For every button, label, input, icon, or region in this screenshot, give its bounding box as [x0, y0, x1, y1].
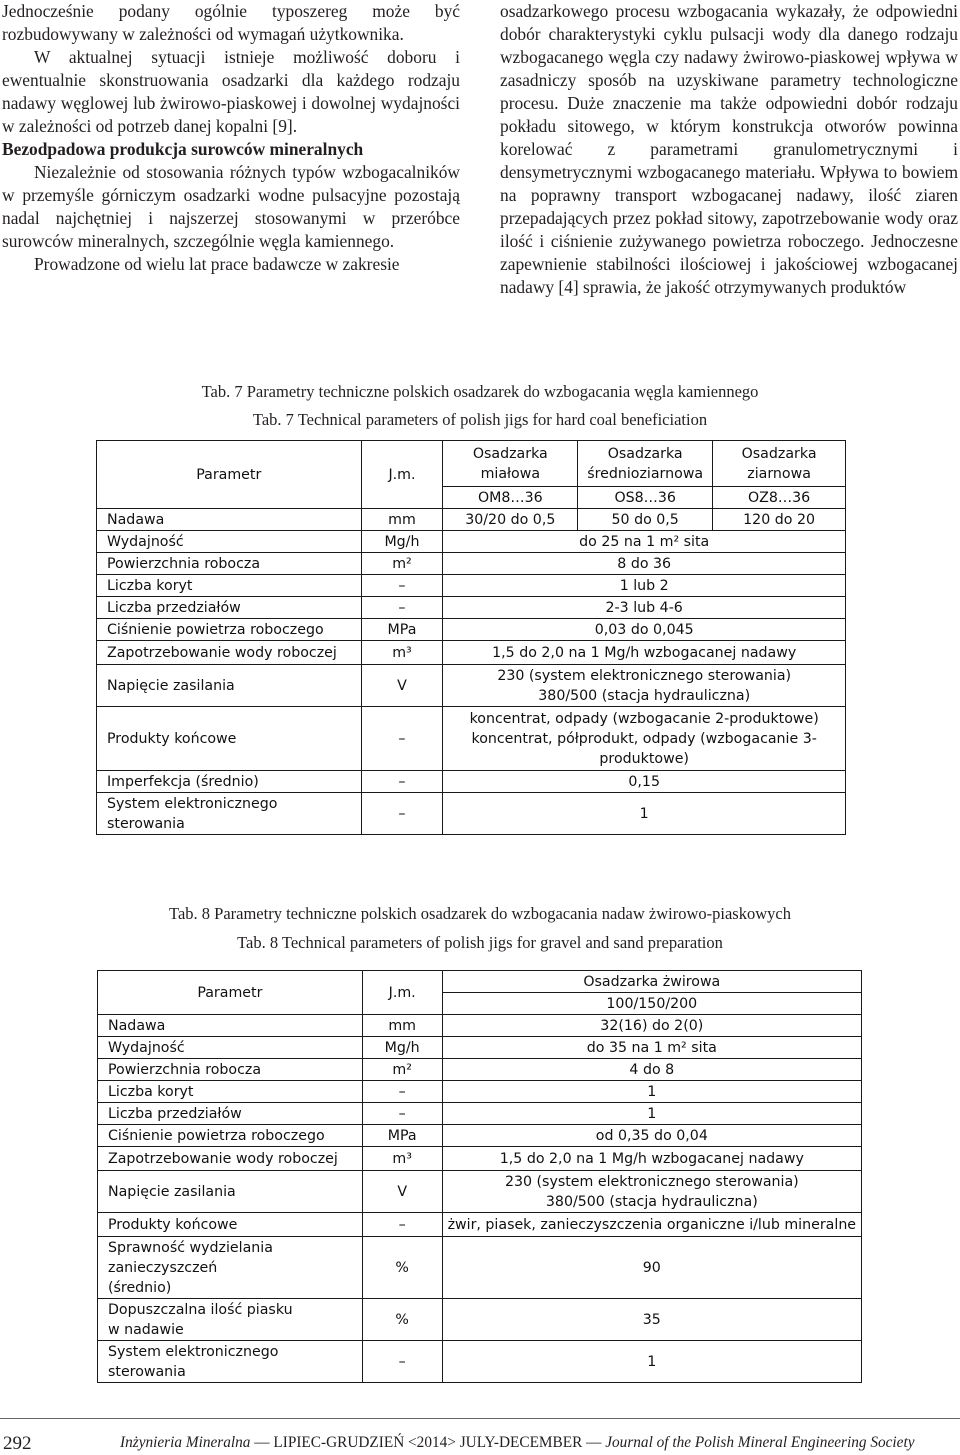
cell-value: 50 do 0,5 — [578, 509, 713, 531]
table-header-col2: Osadzarka średnioziarnowa — [578, 441, 713, 487]
cell-value: 35 — [442, 1299, 861, 1341]
table-row — [97, 597, 846, 619]
row-unit: Mg/h — [362, 1037, 442, 1059]
page-number: 292 — [3, 1433, 32, 1454]
cell-value: do 35 na 1 m² sita — [442, 1037, 861, 1059]
cell-value — [443, 665, 846, 707]
row-unit: MPa — [361, 619, 443, 641]
table8-caption-pl: Tab. 8 Parametry techniczne polskich osadzarek do wzbogacania nadaw żwirowo-piaskowych — [169, 904, 791, 923]
row-unit: – — [362, 1341, 442, 1383]
row-label — [98, 1299, 363, 1341]
table-header-unit: J.m. — [362, 971, 442, 1015]
label-line: Sprawność wydzielania — [108, 1239, 273, 1256]
table-row — [97, 641, 846, 665]
cell-line: 380/500 (stacja hydrauliczna) — [545, 1193, 758, 1210]
table-row — [98, 1299, 862, 1341]
table-row — [97, 553, 846, 575]
row-label: Liczba koryt — [98, 1081, 363, 1103]
row-label: Powierzchnia robocza — [97, 553, 362, 575]
cell-value: żwir, piasek, zanieczyszczenia organiczne i/lub mineralne — [442, 1213, 861, 1237]
row-label: Wydajność — [97, 531, 362, 553]
paragraph: W aktualnej sytuacji istnieje możliwość doboru i ewentualnie skonstruowania osadzarki dla każdego rodzaju nadawy węglowej lub żwirowo-piaskowej i dowolnej wydajności w zależności od potrzeb danej kopalni [9]. — [2, 47, 460, 136]
cell-line: 380/500 (stacja hydrauliczna) — [538, 687, 751, 704]
table-row — [98, 1059, 862, 1081]
table-row — [97, 509, 846, 531]
right-column — [500, 0, 958, 299]
row-label: Zapotrzebowanie wody roboczej — [98, 1147, 363, 1171]
row-label: Liczba przedziałów — [98, 1103, 363, 1125]
table-row — [98, 1237, 862, 1299]
table-header-param: Parametr — [98, 971, 363, 1015]
journal-footer — [120, 1434, 960, 1452]
row-label: Liczba przedziałów — [97, 597, 362, 619]
label-line: Dopuszczalna ilość piasku — [108, 1301, 293, 1318]
row-label: Ciśnienie powietrza roboczego — [97, 619, 362, 641]
row-unit: MPa — [362, 1125, 442, 1147]
row-label: Nadawa — [98, 1015, 363, 1037]
table-row — [98, 1171, 862, 1213]
table7-caption-pl: Tab. 7 Parametry techniczne polskich osadzarek do wzbogacania węgla kamiennego — [201, 382, 759, 401]
cell-line: 230 (system elektronicznego sterowania) — [497, 667, 792, 684]
row-unit: V — [362, 1171, 442, 1213]
row-unit: – — [362, 1213, 442, 1237]
table-row — [98, 1213, 862, 1237]
cell-value: 1 — [442, 1081, 861, 1103]
label-line: sterowania — [108, 1363, 186, 1380]
paragraph: Niezależnie od stosowania różnych typów wzbogacalników w przemyśle górniczym osadzarki wodne pulsacyjne pozostają nadal najchętniej i najszerzej stosowanymi w przeróbce surowców mineralnych, szczególnie węgla kamiennego. — [2, 162, 460, 251]
row-unit: – — [361, 771, 443, 793]
journal-title-pl: Inżynieria Mineralna — [120, 1434, 251, 1451]
row-unit: % — [362, 1299, 442, 1341]
table-row — [97, 619, 846, 641]
row-label: Liczba koryt — [97, 575, 362, 597]
cell-value — [442, 1171, 861, 1213]
row-unit: – — [362, 1103, 442, 1125]
cell-value: 1 — [442, 1341, 861, 1383]
row-label — [98, 1237, 363, 1299]
row-unit: % — [362, 1237, 442, 1299]
table-row — [98, 1081, 862, 1103]
cell-value: 2-3 lub 4-6 — [443, 597, 846, 619]
label-line: (średnio) — [108, 1279, 172, 1296]
row-label: Ciśnienie powietrza roboczego — [98, 1125, 363, 1147]
cell-value: 1,5 do 2,0 na 1 Mg/h wzbogacanej nadawy — [443, 641, 846, 665]
table7 — [96, 440, 846, 835]
cell-value: 1 lub 2 — [443, 575, 846, 597]
row-label: Zapotrzebowanie wody roboczej — [97, 641, 362, 665]
cell-value: 90 — [442, 1237, 861, 1299]
row-label: Imperfekcja (średnio) — [97, 771, 362, 793]
section-heading: Bezodpadowa produkcja surowców mineralnych — [2, 139, 364, 159]
row-unit: mm — [361, 509, 443, 531]
row-unit: – — [361, 575, 443, 597]
table8-caption-en: Tab. 8 Technical parameters of polish jigs for gravel and sand preparation — [237, 933, 723, 952]
row-label: Produkty końcowe — [98, 1213, 363, 1237]
paragraph: Jednocześnie podany ogólnie typoszereg może być rozbudowywany w zależności od wymagań użytkownika. — [2, 1, 460, 44]
table-row — [98, 1037, 862, 1059]
label-line: zanieczyszczeń — [108, 1259, 218, 1276]
label-line: System elektronicznego — [108, 1343, 279, 1360]
cell-value: 4 do 8 — [442, 1059, 861, 1081]
cell-line: koncentrat, półprodukt, odpady (wzbogacanie 3- — [471, 730, 817, 747]
table7-caption-en: Tab. 7 Technical parameters of polish jigs for hard coal beneficiation — [252, 410, 708, 429]
table-row — [97, 531, 846, 553]
cell-value: 32(16) do 2(0) — [442, 1015, 861, 1037]
row-unit: m² — [361, 553, 443, 575]
cell-value: od 0,35 do 0,04 — [442, 1125, 861, 1147]
cell-value: 0,03 do 0,045 — [443, 619, 846, 641]
table-row — [97, 771, 846, 793]
table-row — [97, 793, 846, 835]
row-unit: m³ — [361, 641, 443, 665]
table-row — [97, 665, 846, 707]
footer-divider — [0, 1418, 960, 1419]
cell-line: 230 (system elektronicznego sterowania) — [504, 1173, 799, 1190]
row-label: Produkty końcowe — [97, 707, 362, 771]
cell-value: 0,15 — [443, 771, 846, 793]
table-row — [98, 1341, 862, 1383]
cell-value: 1 — [442, 1103, 861, 1125]
row-unit: m² — [362, 1059, 442, 1081]
table-header-code: 100/150/200 — [442, 993, 861, 1015]
table-row — [98, 1015, 862, 1037]
row-label — [98, 1341, 363, 1383]
row-unit: – — [362, 1081, 442, 1103]
row-unit: – — [361, 793, 443, 835]
cell-value: 8 do 36 — [443, 553, 846, 575]
table-header-unit: J.m. — [361, 441, 443, 509]
row-unit: V — [361, 665, 443, 707]
cell-line: produktowe) — [599, 750, 689, 767]
table-header-code2: OS8…36 — [578, 487, 713, 509]
table-row — [97, 575, 846, 597]
cell-line: koncentrat, odpady (wzbogacanie 2-produktowe) — [469, 710, 819, 727]
left-column — [2, 0, 460, 276]
journal-title-en: Journal of the Polish Mineral Engineering Society — [605, 1434, 915, 1451]
table-header-code3: OZ8…36 — [713, 487, 846, 509]
label-line: w nadawie — [108, 1321, 184, 1338]
cell-value — [443, 707, 846, 771]
row-label — [97, 793, 362, 835]
cell-value: 1,5 do 2,0 na 1 Mg/h wzbogacanej nadawy — [442, 1147, 861, 1171]
row-unit: m³ — [362, 1147, 442, 1171]
journal-issue: — LIPIEC-GRUDZIEŃ <2014> JULY-DECEMBER — — [250, 1434, 606, 1451]
table-header-code1: OM8…36 — [443, 487, 578, 509]
row-unit: Mg/h — [361, 531, 443, 553]
row-unit: – — [361, 597, 443, 619]
table-row — [97, 707, 846, 771]
paragraph: osadzarkowego procesu wzbogacania wykazały, że odpowiedni dobór charakterystyki cyklu pulsacji wody dla danego rodzaju wzbogacanego węgla czy nadawy żwirowo-piaskowej wpływa w zasadniczy sposób na uzyskiwane parametry technologiczne procesu. Duże znaczenie ma także odpowiedni dobór rodzaju pokładu sitowego, w którym konstrukcja otworów powinna korelować z parametrami granulometrycznymi i densymetrycznymi wzbogacanego materiału. Wpływa to bowiem na poprawny transport wzbogacanej nadawy, ilość ziaren przepadających przez pokład sitowy, zapotrzebowanie wody oraz ilość i ciśnienie zużywanego powietrza roboczego. Jednoczesne zapewnienie stabilności ilościowej i jakościowej wzbogacanej nadawy [4] sprawia, że jakość otrzymywanych produktów — [500, 1, 958, 297]
row-label: Wydajność — [98, 1037, 363, 1059]
row-label: Napięcie zasilania — [98, 1171, 363, 1213]
table-header-col1: Osadzarka miałowa — [443, 441, 578, 487]
row-unit: mm — [362, 1015, 442, 1037]
row-unit: – — [361, 707, 443, 771]
cell-value: 1 — [443, 793, 846, 835]
table-row — [98, 1103, 862, 1125]
label-line: System elektronicznego — [107, 795, 278, 812]
cell-value: do 25 na 1 m² sita — [443, 531, 846, 553]
table8 — [97, 970, 862, 1383]
label-line: sterowania — [107, 815, 185, 832]
table-row — [98, 1125, 862, 1147]
cell-value: 30/20 do 0,5 — [443, 509, 578, 531]
paragraph: Prowadzone od wielu lat prace badawcze w zakresie — [34, 254, 400, 274]
row-label: Nadawa — [97, 509, 362, 531]
table-header-col3: Osadzarka ziarnowa — [713, 441, 846, 487]
cell-value: 120 do 20 — [713, 509, 846, 531]
table-header-col: Osadzarka żwirowa — [442, 971, 861, 993]
table-row — [98, 1147, 862, 1171]
row-label: Powierzchnia robocza — [98, 1059, 363, 1081]
table-header-param: Parametr — [97, 441, 362, 509]
row-label: Napięcie zasilania — [97, 665, 362, 707]
